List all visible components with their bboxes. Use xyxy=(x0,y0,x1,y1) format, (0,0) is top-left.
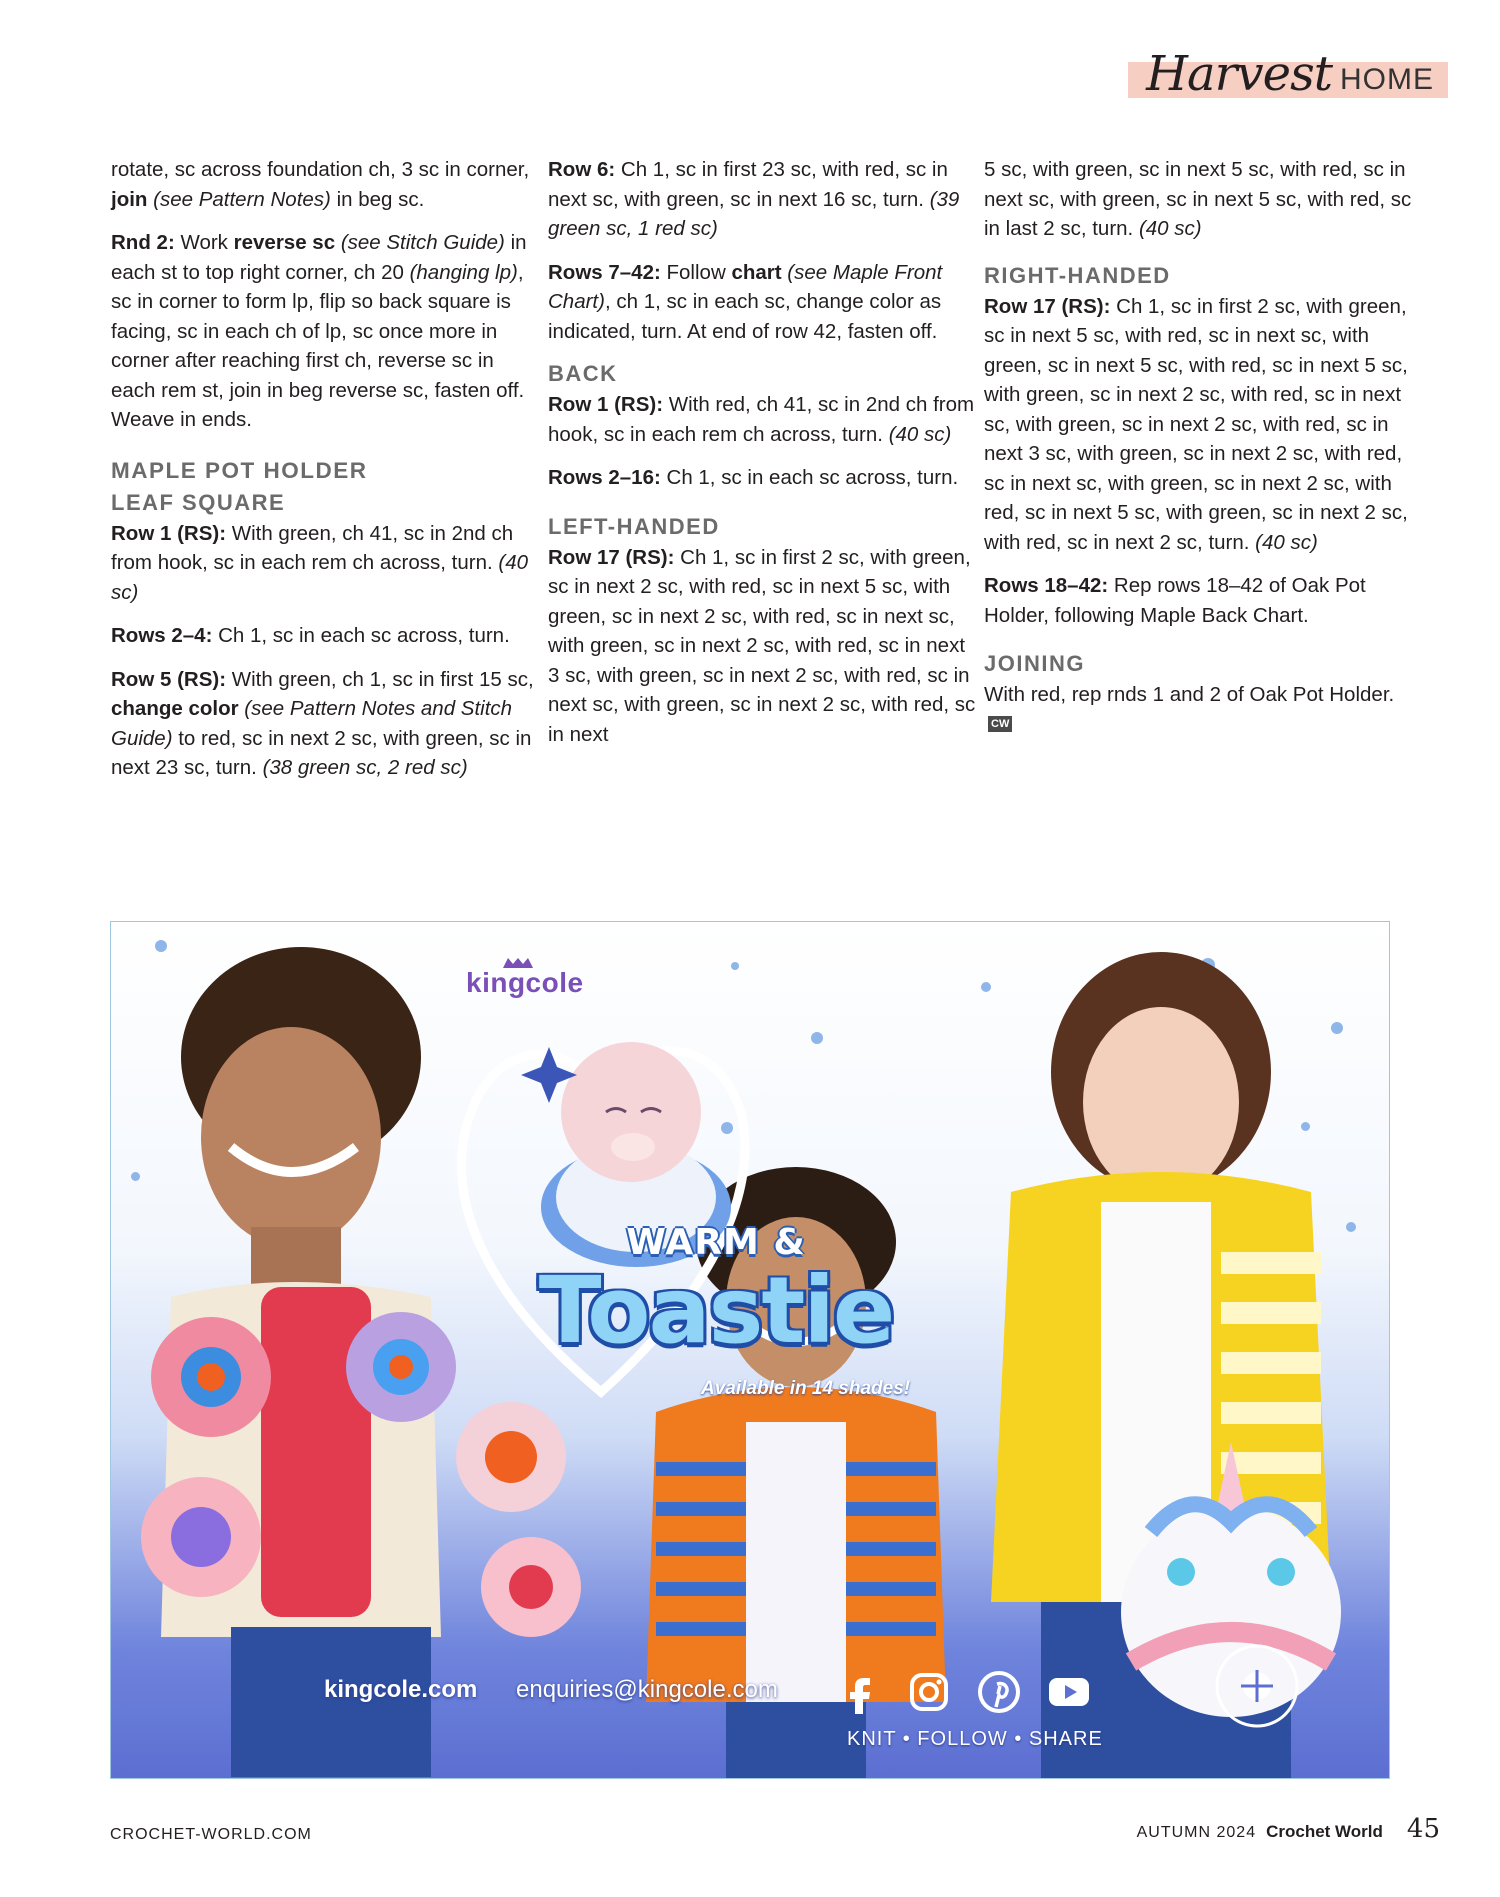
product-title-main: Toastie xyxy=(538,1257,894,1364)
section-heading: MAPLE POT HOLDER xyxy=(111,457,368,483)
brand-logo[interactable]: kingcole xyxy=(466,967,584,998)
product-title-top: WARM & xyxy=(626,1222,806,1263)
text-column-2 xyxy=(548,155,976,763)
youtube-icon[interactable] xyxy=(1047,1670,1091,1714)
end-mark: CW xyxy=(988,716,1012,732)
facebook-icon[interactable] xyxy=(839,1670,883,1714)
section-subheading: JOINING xyxy=(984,651,1085,676)
section-subheading: BACK xyxy=(548,361,618,386)
section-subheading: LEFT-HANDED xyxy=(548,513,720,539)
issue-date: AUTUMN 2024 xyxy=(1136,1824,1257,1841)
page-number: 45 xyxy=(1406,1814,1440,1844)
decor-dot xyxy=(731,962,739,970)
instagram-icon[interactable] xyxy=(907,1670,951,1714)
footer-site[interactable]: CROCHET-WORLD.COM xyxy=(110,1826,312,1843)
email-link[interactable]: enquiries@kingcole.com xyxy=(516,1676,778,1703)
paragraph: Row 1 (RS): With red, ch 41, sc in 2nd ch from hook, sc in each rem ch across, turn. (40 sc) xyxy=(548,393,975,446)
section-badge xyxy=(1128,46,1448,102)
paragraph: 5 sc, with green, sc in next 5 sc, with red, sc in next sc, with green, sc in next 5 sc, with red, sc in last 2 sc, turn. (40 sc) xyxy=(984,158,1412,240)
section-subheading: LEAF SQUARE xyxy=(111,489,286,515)
paragraph: Row 5 (RS): With green, ch 1, sc in first 15 sc, change color (see Pattern Notes and Stitch Guide) to red, sc in next 2 sc, with green, sc in next 23 sc, turn. (38 green sc, 2 red sc) xyxy=(111,667,534,779)
section-subheading: RIGHT-HANDED xyxy=(984,262,1171,288)
section-title-script: Harvest xyxy=(1146,46,1332,102)
shades-callout: Available in 14 shades! xyxy=(701,1378,911,1399)
paragraph: Row 1 (RS): With green, ch 41, sc in 2nd ch from hook, sc in each rem ch across, turn. (40 sc) xyxy=(111,521,529,604)
magazine-name: Crochet World xyxy=(1266,1822,1383,1841)
text-column-1 xyxy=(111,155,539,797)
decor-dot xyxy=(811,1032,823,1044)
paragraph: Row 17 (RS): Ch 1, sc in first 2 sc, with green, sc in next 2 sc, with red, sc in next 5 sc, with green, sc in next 2 sc, with red, sc in next sc, with green, sc in next 2 sc, with red, sc in next 3 sc, with green, sc in next 2 sc, with red, sc in next sc, with green, sc in next 2 sc, with red, sc in next xyxy=(548,545,976,746)
paragraph: Row 17 (RS): Ch 1, sc in first 2 sc, with green, sc in next 5 sc, with red, sc in next sc, with green, sc in next 5 sc, with red, sc in next 5 sc, with green, sc in next 2 sc, with red, sc in next sc, with green, sc in next 2 sc, with red, sc in next 3 sc, with green, sc in next 2 sc, with red, sc in next sc, with green, sc in next 2 sc, with red, sc in next 5 sc, with green, sc in next 2 sc, with red, sc in next 2 sc, turn. (40 sc) xyxy=(984,294,1408,554)
paragraph: Rnd 2: Work reverse sc (see Stitch Guide) in each st to top right corner, ch 20 (hanging lp), sc in corner to form lp, flip so back square is facing, sc in each ch of lp, sc once more in corner after reaching first ch, reverse sc in each rem st, join in beg reverse sc, fasten off. Weave in ends. xyxy=(111,231,527,431)
social-tagline: KNIT • FOLLOW • SHARE xyxy=(847,1728,1103,1750)
paragraph: Rows 18–42: Rep rows 18–42 of Oak Pot Holder, following Maple Back Chart. xyxy=(984,574,1366,627)
advertisement[interactable] xyxy=(110,921,1390,1779)
hand-knitting-seal xyxy=(1211,1640,1303,1732)
footer-issue-info xyxy=(1137,1814,1440,1844)
paragraph: rotate, sc across foundation ch, 3 sc in corner, join (see Pattern Notes) in beg sc. xyxy=(111,158,530,211)
website-link[interactable]: kingcole.com xyxy=(324,1676,478,1703)
paragraph: Rows 7–42: Follow chart (see Maple Front Chart), ch 1, sc in each sc, change color as indicated, turn. At end of row 42, fasten off. xyxy=(548,260,943,343)
paragraph: Rows 2–4: Ch 1, sc in each sc across, turn. xyxy=(111,624,510,647)
text-column-3 xyxy=(984,155,1412,753)
paragraph: Row 6: Ch 1, sc in first 23 sc, with red, sc in next sc, with green, sc in next 16 sc, turn. (39 green sc, 1 red sc) xyxy=(548,158,960,240)
section-title-word: HOME xyxy=(1340,63,1434,96)
paragraph: Rows 2–16: Ch 1, sc in each sc across, turn. xyxy=(548,466,959,489)
pinterest-icon[interactable] xyxy=(977,1670,1021,1714)
paragraph: With red, rep rnds 1 and 2 of Oak Pot Holder.CW xyxy=(984,683,1395,730)
